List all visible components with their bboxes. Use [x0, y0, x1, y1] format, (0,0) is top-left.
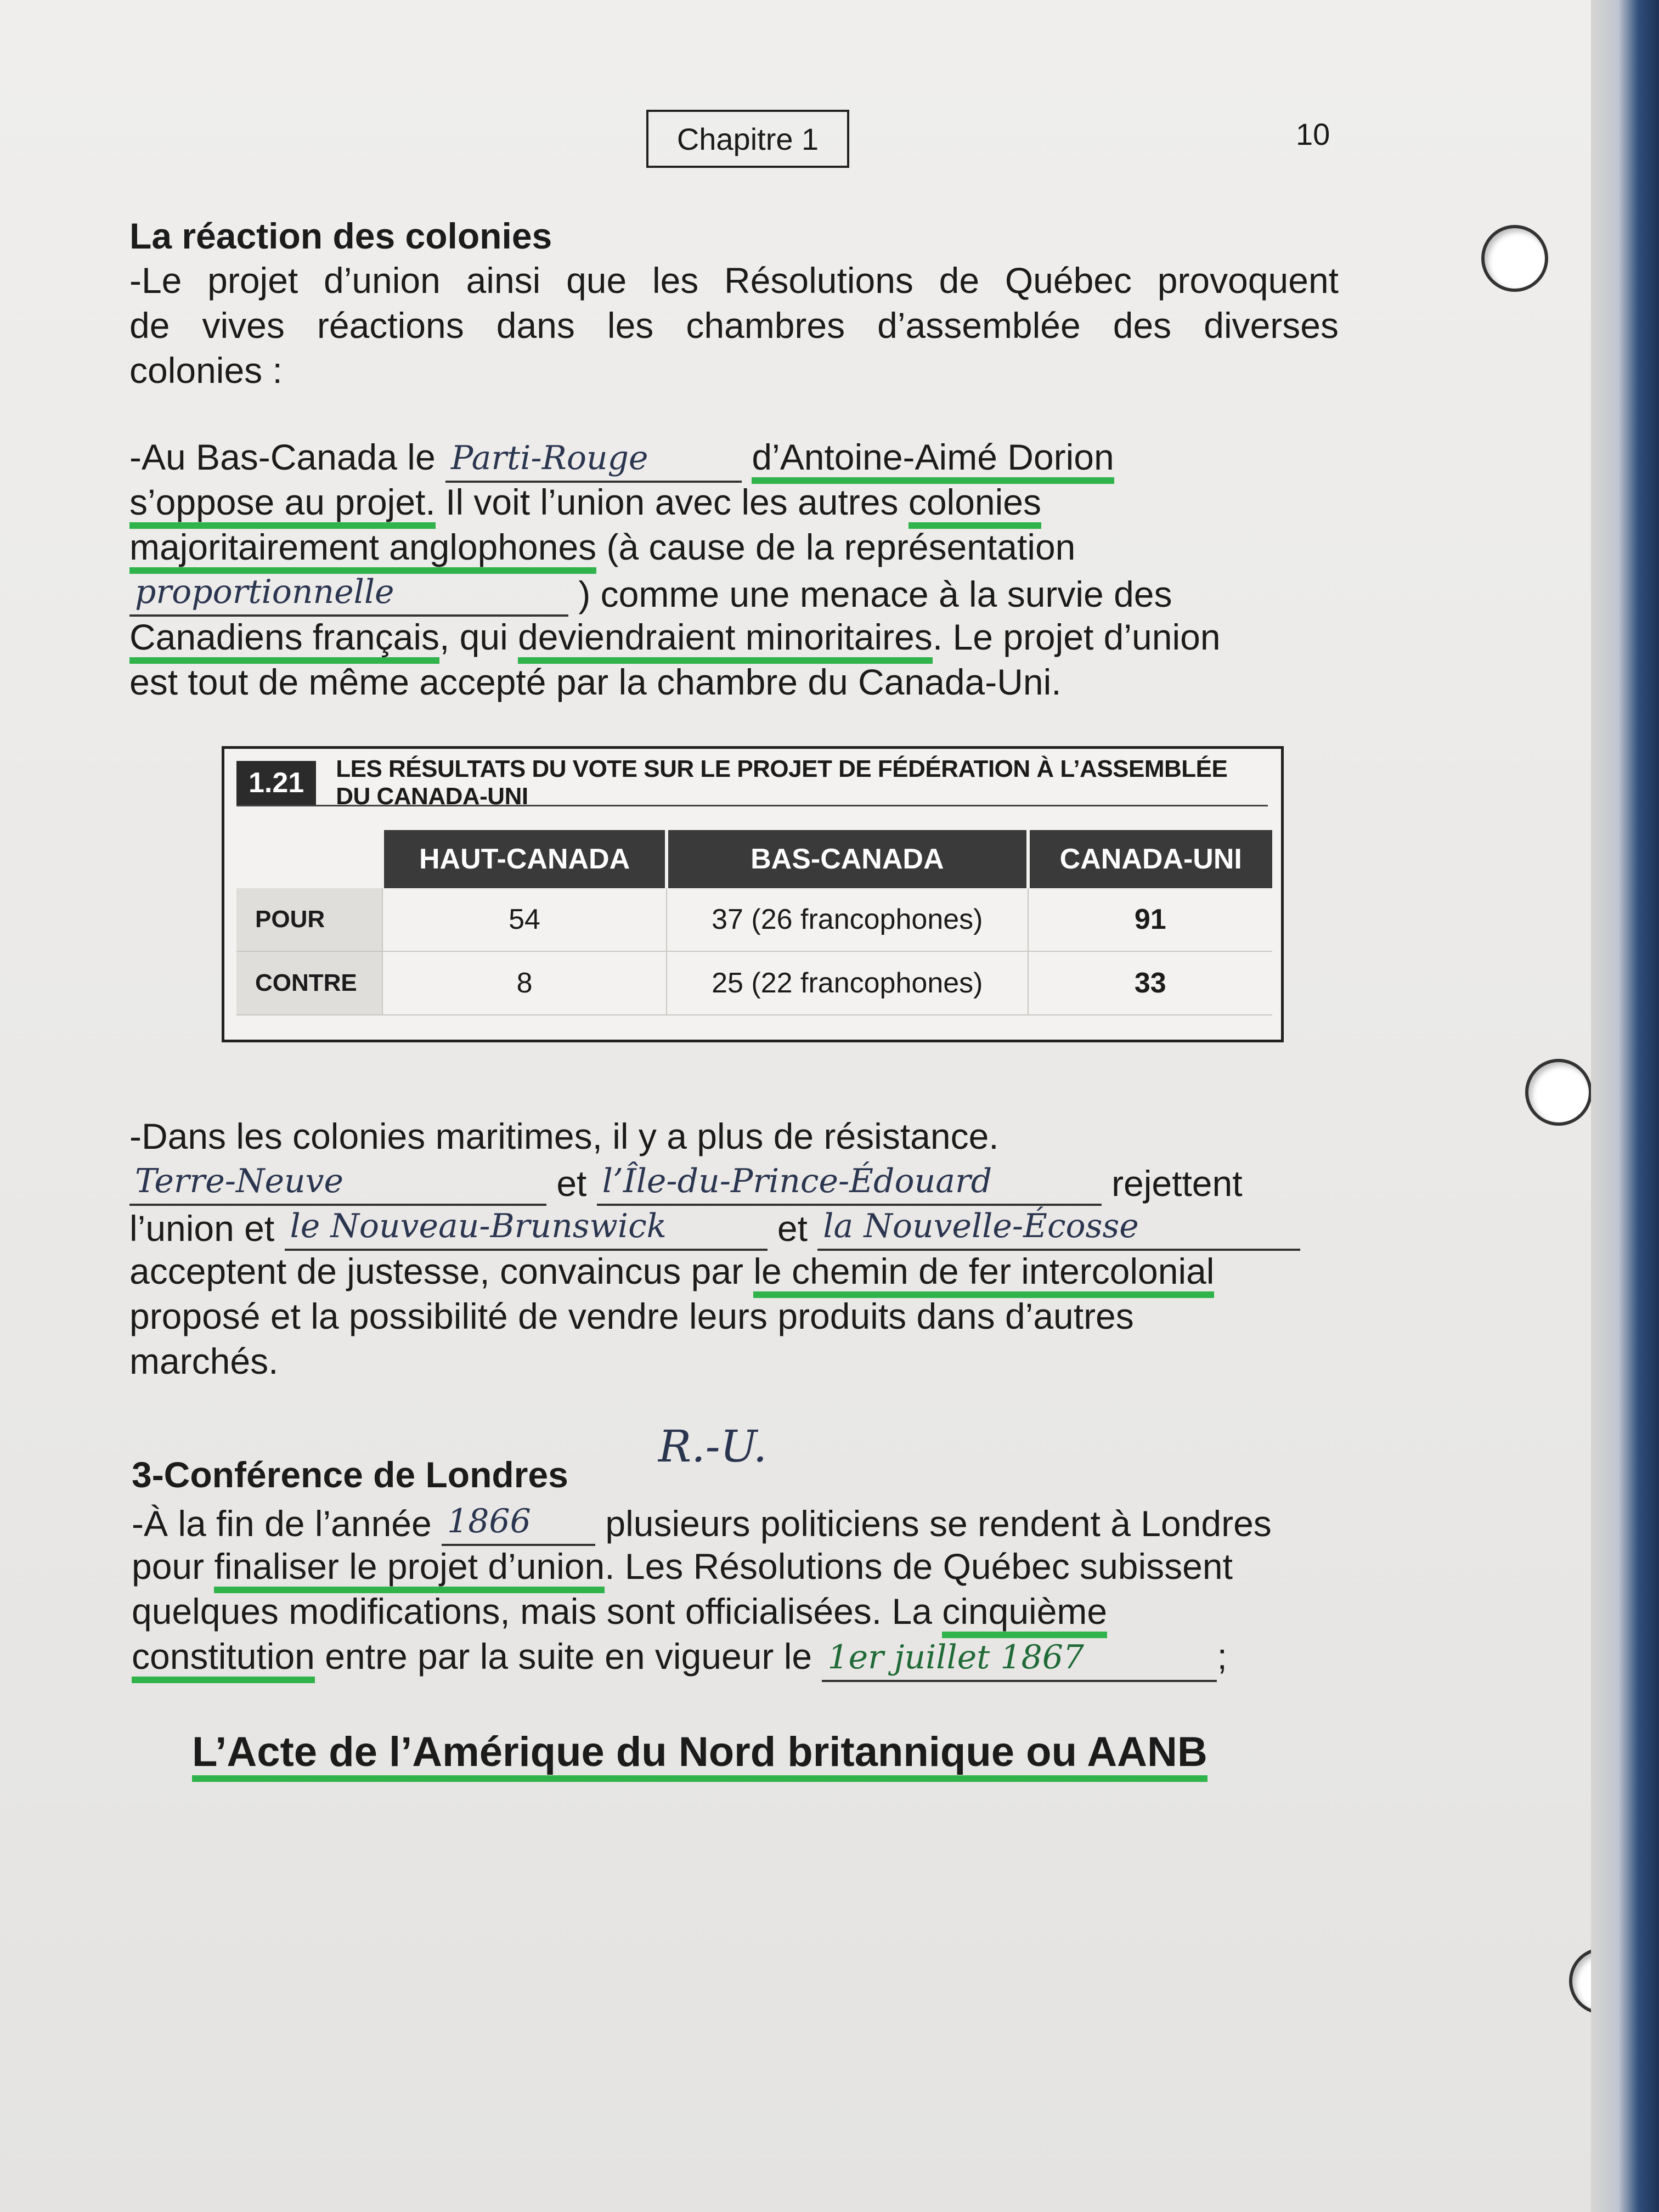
- table-corner: [236, 830, 382, 888]
- para-line-5: proposé et la possibilité de vendre leurs produits dans d’autres: [129, 1296, 1134, 1336]
- blank-party: Parti-Rouge: [445, 436, 742, 483]
- column-header: HAUT-CANADA: [382, 830, 667, 888]
- table-row: [236, 888, 1272, 951]
- para-line-3: l’union et le Nouveau-Brunswick et la Nouvelle-Écosse: [129, 1204, 1380, 1249]
- maritimes-paragraph: [129, 1114, 1380, 1384]
- table-cell: 54: [382, 888, 667, 951]
- intro-line: colonies :: [129, 350, 283, 391]
- blank-colony-4: la Nouvelle-Écosse: [817, 1204, 1300, 1251]
- section-title-london: 3-Conférence de Londres: [132, 1454, 568, 1495]
- table-caption: LES RÉSULTATS DU VOTE SUR LE PROJET DE FÉDÉRATION À L’ASSEMBLÉE DU CANADA-UNI: [336, 755, 1228, 810]
- table-title-bar: [236, 755, 1268, 810]
- table-row: [236, 951, 1272, 1015]
- para-line-4: constitution entre par la suite en vigueur le 1er juillet 1867 ;: [132, 1634, 1393, 1679]
- row-header: POUR: [236, 888, 382, 951]
- para-line-1: -À la fin de l’année 1866 plusieurs politiciens se rendent à Londres: [132, 1499, 1393, 1544]
- para-line-3: quelques modifications, mais sont officialisées. La cinquième: [132, 1589, 1393, 1634]
- intro-line: de vives réactions dans les chambres d’assemblée des diverses: [129, 305, 1339, 346]
- column-header: BAS-CANADA: [667, 830, 1028, 888]
- para-line-5: Canadiens français, qui deviendraient minoritaires. Le projet d’union: [129, 614, 1358, 659]
- intro-paragraph: [129, 258, 1339, 393]
- binder-edge: [1591, 0, 1659, 2212]
- aanb-conclusion: L’Acte de l’Amérique du Nord britannique ou AANB: [192, 1728, 1207, 1776]
- para-line-1: -Au Bas-Canada le Parti-Rouge d’Antoine-Aimé Dorion: [129, 435, 1358, 479]
- vote-results-table-box: [222, 746, 1284, 1042]
- blank-colony-1: Terre-Neuve: [129, 1159, 546, 1206]
- para-line-2: Terre-Neuve et l’Île-du-Prince-Édouard rejettent: [129, 1159, 1380, 1204]
- blank-date: 1er juillet 1867: [822, 1635, 1217, 1682]
- para-line-1: -Dans les colonies maritimes, il y a plus de résistance.: [129, 1116, 999, 1156]
- para-line-2: s’oppose au projet. Il voit l’union avec les autres colonies: [129, 479, 1358, 524]
- blank-representation: proportionnelle: [129, 569, 568, 617]
- para-line-4: acceptent de justesse, convaincus par le chemin de fer intercolonial: [129, 1249, 1380, 1294]
- para-line-6: est tout de même accepté par la chambre du Canada-Uni.: [129, 662, 1062, 702]
- para-line-3: majoritairement anglophones (à cause de la représentation: [129, 524, 1358, 569]
- intro-line: -Le projet d’union ainsi que les Résolutions de Québec provoquent: [129, 260, 1339, 301]
- london-paragraph: [132, 1499, 1393, 1679]
- table-cell: 91: [1028, 888, 1273, 951]
- table-cell: 37 (26 francophones): [667, 888, 1028, 951]
- blank-colony-3: le Nouveau-Brunswick: [285, 1204, 768, 1251]
- para-line-2: pour finaliser le projet d’union. Les Résolutions de Québec subissent: [132, 1544, 1393, 1589]
- table-cell: 33: [1028, 951, 1273, 1015]
- column-header: CANADA-UNI: [1028, 830, 1273, 888]
- para-line-4: proportionnelle ) comme une menace à la survie des: [129, 569, 1358, 614]
- bas-canada-paragraph: [129, 435, 1358, 704]
- punch-hole-middle: [1525, 1059, 1592, 1126]
- page-number: 10: [1296, 117, 1330, 151]
- table-number: 1.21: [236, 761, 316, 805]
- table-cell: 8: [382, 951, 667, 1015]
- punch-hole-top: [1481, 225, 1548, 292]
- table-header-row: [236, 830, 1272, 888]
- para-line-6: marchés.: [129, 1341, 279, 1381]
- table-cell: 25 (22 francophones): [667, 951, 1028, 1015]
- blank-year: 1866: [442, 1499, 595, 1546]
- handwritten-note: R.-U.: [658, 1421, 768, 1472]
- chapter-label: Chapitre 1: [646, 110, 849, 168]
- section-title-reaction: La réaction des colonies: [129, 216, 552, 256]
- row-header: CONTRE: [236, 951, 382, 1015]
- blank-colony-2: l’Île-du-Prince-Édouard: [597, 1159, 1102, 1206]
- vote-results-table: [236, 830, 1272, 1015]
